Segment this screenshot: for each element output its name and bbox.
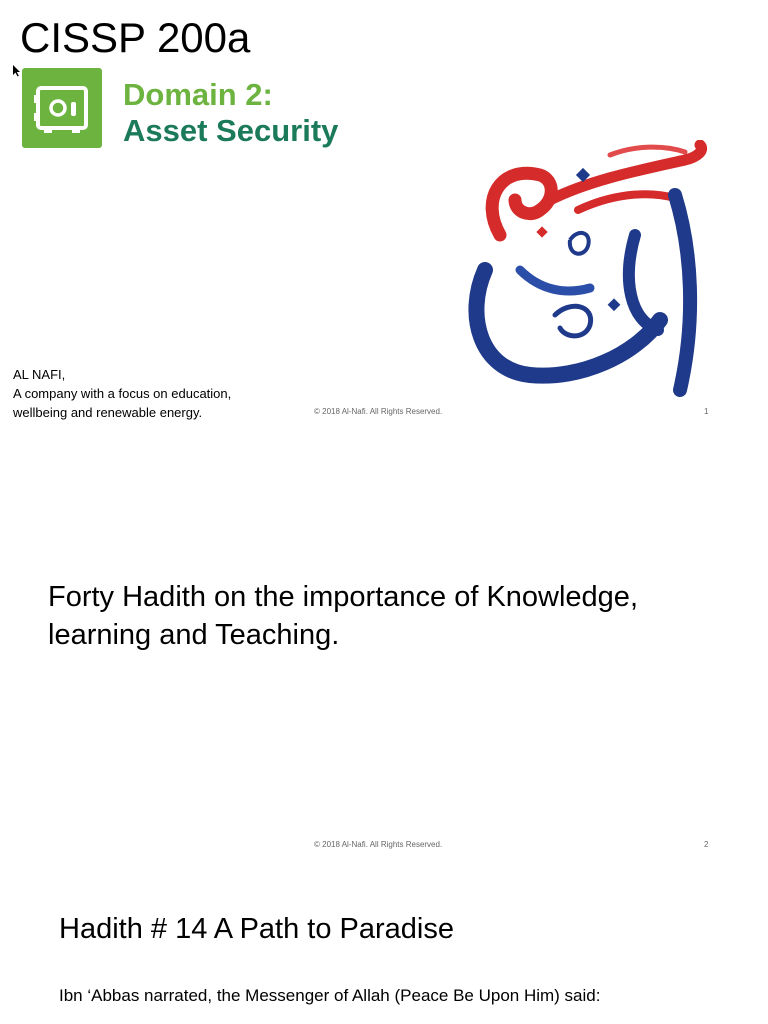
safe-icon [22,68,102,148]
heading-line1: Forty Hadith on the importance of Knowledge, [48,581,638,613]
domain-name: Asset Security [123,113,339,148]
slide-3 [0,864,768,1024]
slide-number: 2 [704,840,709,849]
mouse-pointer-icon [13,65,21,77]
copyright-notice: © 2018 Al-Nafi. All Rights Reserved. [314,840,443,849]
company-description [13,365,231,422]
heading-line2: learning and Teaching. [48,619,340,651]
slide-heading: Hadith # 14 A Path to Paradise [59,913,454,945]
domain-number: Domain 2: [123,77,273,112]
copyright-notice: © 2018 Al-Nafi. All Rights Reserved. [314,407,443,416]
slide-title: CISSP 200a [20,14,251,61]
arabic-calligraphy-logo [460,140,720,405]
slide-heading [48,578,738,654]
slide-number: 1 [704,407,709,416]
hadith-intro: Ibn ‘Abbas narrated, the Messenger of Allah (Peace Be Upon Him) said: [59,986,601,1005]
slide-1 [0,0,768,432]
company-tagline-line2: wellbeing and renewable energy. [13,405,203,420]
company-tagline-line1: A company with a focus on education, [13,386,232,401]
company-name: AL NAFI, [13,367,66,382]
slide-2 [0,432,768,864]
domain-badge [22,68,102,148]
